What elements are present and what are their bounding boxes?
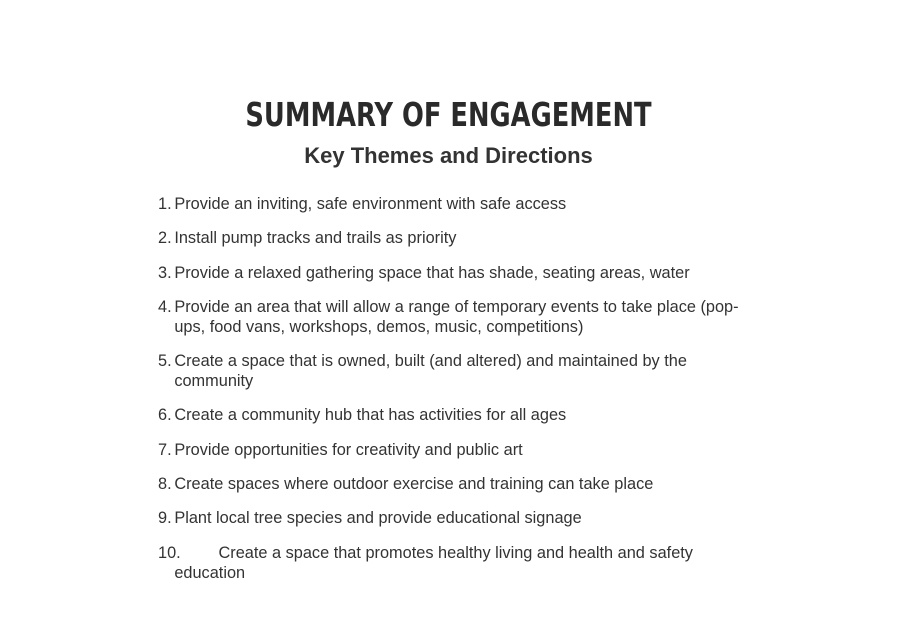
list-item	[158, 297, 753, 337]
page-title: SUMMARY OF ENGAGEMENT	[245, 95, 652, 134]
list-item	[158, 474, 753, 494]
list-item-number: 9.	[158, 508, 172, 528]
list-item-text: Create a space that promotes healthy living and health and safety education	[174, 542, 693, 582]
list-item	[158, 263, 753, 283]
list-item-number: 2.	[158, 228, 172, 248]
list-item-number: 8.	[158, 474, 172, 494]
list-item	[158, 508, 753, 528]
list-item-text: Provide a relaxed gathering space that has shade, seating areas, water	[174, 262, 690, 282]
list-item-text: Plant local tree species and provide educational signage	[174, 508, 582, 528]
list-item	[158, 351, 753, 391]
list-item	[158, 440, 753, 460]
list-item-number: 6.	[158, 405, 172, 425]
list-item-text: Create spaces where outdoor exercise and training can take place	[174, 474, 654, 494]
list-item-text: Provide an inviting, safe environment with safe access	[174, 194, 567, 213]
list-item-number: 3.	[158, 262, 172, 282]
list-item-number: 1.	[158, 194, 172, 213]
list-item	[158, 228, 753, 248]
themes-list	[158, 194, 778, 597]
list-item-text: Create a community hub that has activities for all ages	[174, 405, 567, 425]
list-item	[158, 405, 753, 425]
list-item-text: Provide opportunities for creativity and public art	[174, 439, 523, 459]
list-item-number: 4.	[158, 296, 172, 316]
list-item-text: Create a space that is owned, built (and altered) and maintained by the community	[174, 351, 687, 391]
list-item-number: 5.	[158, 351, 172, 371]
list-item	[158, 543, 753, 583]
list-item-text: Install pump tracks and trails as priority	[174, 228, 457, 248]
page-subtitle: Key Themes and Directions	[304, 143, 593, 168]
list-item-number: 7.	[158, 439, 172, 459]
list-item-number: 10.	[158, 542, 181, 562]
list-item-text: Provide an area that will allow a range of temporary events to take place (pop-ups, food vans, workshops, demos, music, competitions)	[174, 296, 739, 336]
list-item	[158, 194, 753, 214]
